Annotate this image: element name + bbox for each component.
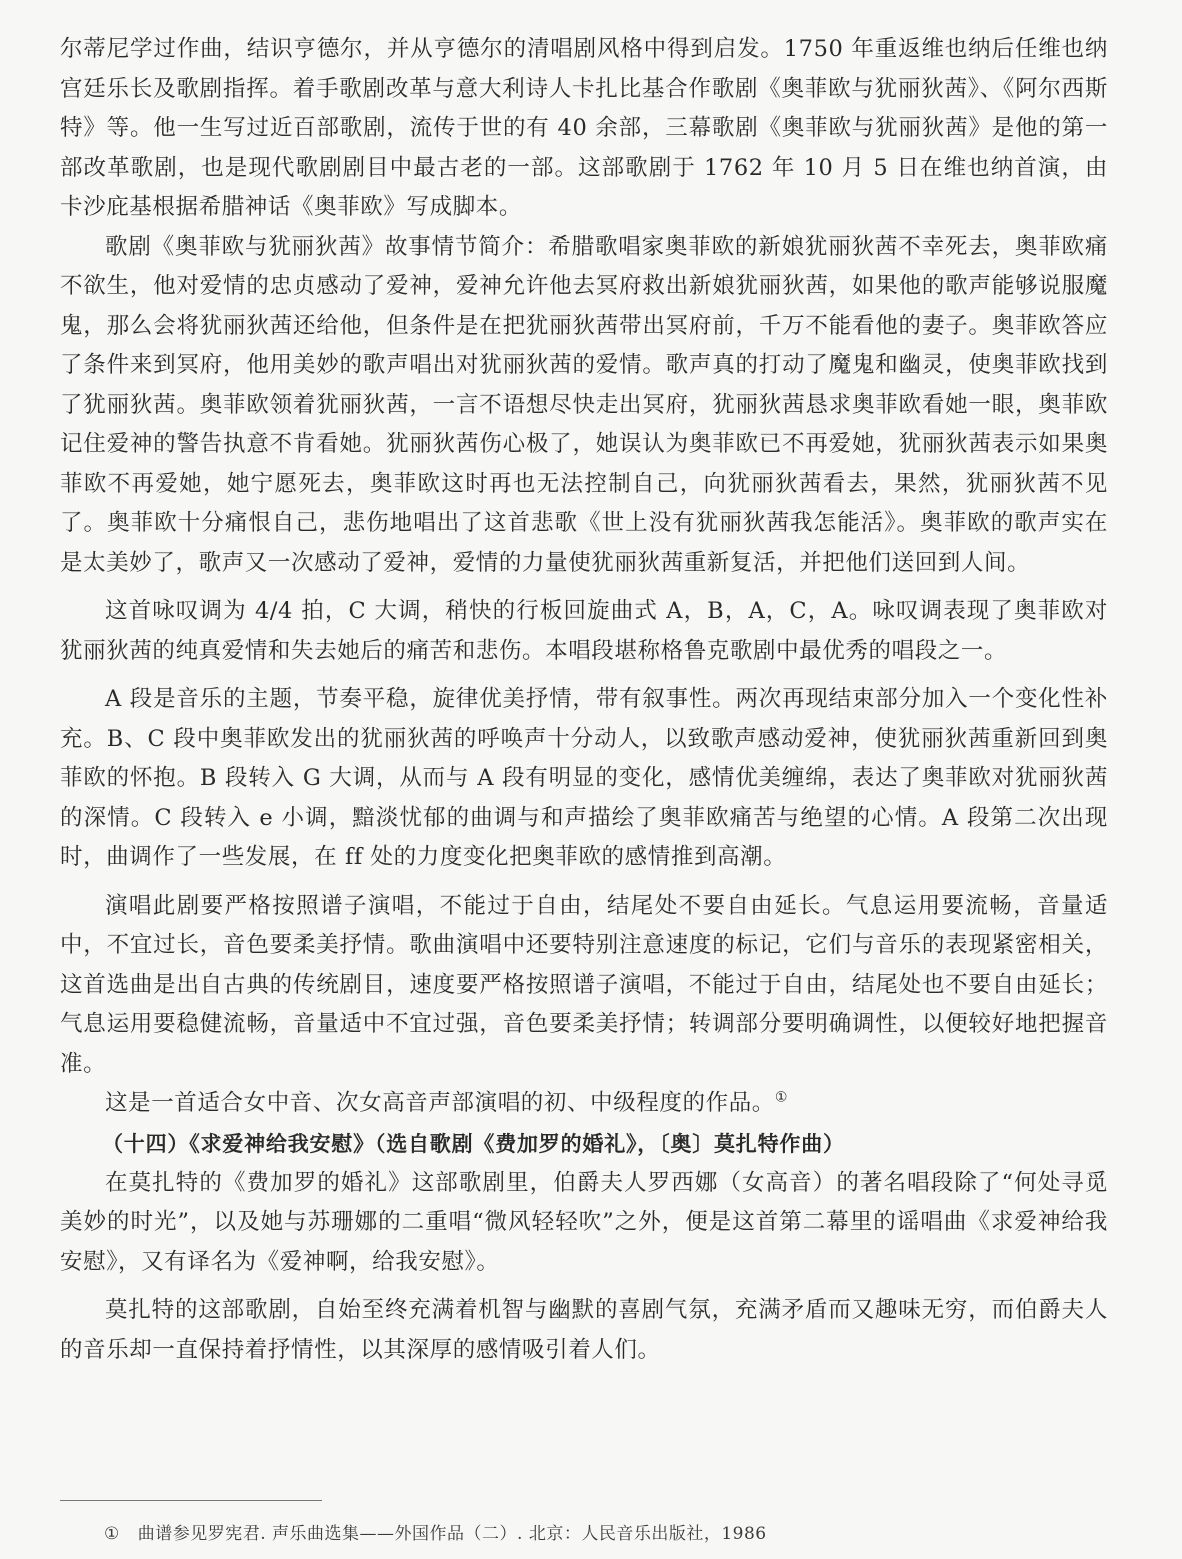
paragraph-mozart-intro: 在莫扎特的《费加罗的婚礼》这部歌剧里，伯爵夫人罗西娜（女高音）的著名唱段除了“何处寻觅美妙的时光”，以及她与苏珊娜的二重唱“微风轻轻吹”之外，便是这首第二幕里的谣唱曲《求爱神给我安慰》，又有译名为《爱神啊，给我安慰》。 <box>60 1169 1108 1275</box>
document-page <box>60 30 1108 1370</box>
paragraph-performance-notes: 演唱此剧要严格按照谱子演唱，不能过于自由，结尾处不要自由延长。气息运用要流畅，音量适中，不宜过长，音色要柔美抒情。歌曲演唱中还要特别注意速度的标记，它们与音乐的表现紧密相关，这首选曲是出自古典的传统剧目，速度要严格按照谱子演唱，不能过于自由，结尾处也不要自由延长；气息运用要稳健流畅，音量适中不宜过强，音色要柔美抒情；转调部分要明确调性，以便较好地把握音准。 <box>60 892 1108 1077</box>
footnote-reference: ① <box>774 1089 789 1106</box>
paragraph-section-analysis: A 段是音乐的主题，节奏平稳，旋律优美抒情，带有叙事性。两次再现结束部分加入一个变化性补充。B、C 段中奥菲欧发出的犹丽狄茜的呼唤声十分动人，以致歌声感动爱神，使犹丽狄茜重新回到奥菲欧的怀抱。B 段转入 G 大调，从而与 A 段有明显的变化，感情优美缠绵，表达了奥菲欧对犹丽狄茜的深情。C 段转入 e 小调，黯淡忧郁的曲调与和声描绘了奥菲欧痛苦与绝望的心情。A 段第二次出现时，曲调作了一些发展，在 ff 处的力度变化把奥菲欧的感情推到高潮。 <box>60 686 1108 870</box>
voice-level-text: 这是一首适合女中音、次女高音声部演唱的初、中级程度的作品。 <box>105 1090 775 1116</box>
footnote-text: 曲谱参见罗宪君. 声乐曲选集——外国作品（二）. 北京：人民音乐出版社，1986 <box>137 1524 767 1544</box>
footnote-divider <box>60 1500 322 1501</box>
footnote-marker: ① <box>104 1524 120 1544</box>
footnote <box>104 1521 1104 1547</box>
section-heading: （十四）《求爱神给我安慰》（选自歌剧《费加罗的婚礼》，〔奥〕莫扎特作曲） <box>102 1131 845 1156</box>
paragraph-aria-form: 这首咏叹调为 4/4 拍，C 大调，稍快的行板回旋曲式 A，B，A，C，A。咏叹调表现了奥菲欧对犹丽狄茜的纯真爱情和失去她后的痛苦和悲伤。本唱段堪称格鲁克歌剧中最优秀的唱段之一。 <box>60 598 1108 664</box>
paragraph-plot-summary: 歌剧《奥菲欧与犹丽狄茜》故事情节简介：希腊歌唱家奥菲欧的新娘犹丽狄茜不幸死去，奥菲欧痛不欲生，他对爱情的忠贞感动了爱神，爱神允许他去冥府救出新娘犹丽狄茜，如果他的歌声能够说服魔鬼，那么会将犹丽狄茜还给他，但条件是在把犹丽狄茜带出冥府前，千万不能看他的妻子。奥菲欧答应了条件来到冥府，他用美妙的歌声唱出对犹丽狄茜的爱情。歌声真的打动了魔鬼和幽灵，使奥菲欧找到了犹丽狄茜。奥菲欧领着犹丽狄茜，一言不语想尽快走出冥府，犹丽狄茜恳求奥菲欧看她一眼，奥菲欧记住爱神的警告执意不肯看她。犹丽狄茜伤心极了，她误认为奥菲欧已不再爱她，犹丽狄茜表示如果奥菲欧不再爱她，她宁愿死去，奥菲欧这时再也无法控制自己，向犹丽狄茜看去，果然，犹丽狄茜不见了。奥菲欧十分痛恨自己，悲伤地唱出了这首悲歌《世上没有犹丽狄茜我怎能活》。奥菲欧的歌声实在是太美妙了，歌声又一次感动了爱神，爱情的力量使犹丽狄茜重新复活，并把他们送回到人间。 <box>60 233 1108 576</box>
paragraph-gluck-bio: 尔蒂尼学过作曲，结识亨德尔，并从亨德尔的清唱剧风格中得到启发。1750 年重返维也纳后任维也纳宫廷乐长及歌剧指挥。着手歌剧改革与意大利诗人卡扎比基合作歌剧《奥菲欧与犹丽狄茜》、《阿尔西斯特》等。他一生写过近百部歌剧，流传于世的有 40 余部，三幕歌剧《奥菲欧与犹丽狄茜》是他的第一部改革歌剧，也是现代歌剧剧目中最古老的一部。这部歌剧于 1762 年 10 月 5 日在维也纳首演，由卡沙庇基根据希腊神话《奥菲欧》写成脚本。 <box>60 36 1108 220</box>
paragraph-mozart-character: 莫扎特的这部歌剧，自始至终充满着机智与幽默的喜剧气氛，充满矛盾而又趣味无穷，而伯爵夫人的音乐却一直保持着抒情性，以其深厚的感情吸引着人们。 <box>60 1297 1108 1363</box>
paragraph-voice-level <box>60 1084 1108 1124</box>
